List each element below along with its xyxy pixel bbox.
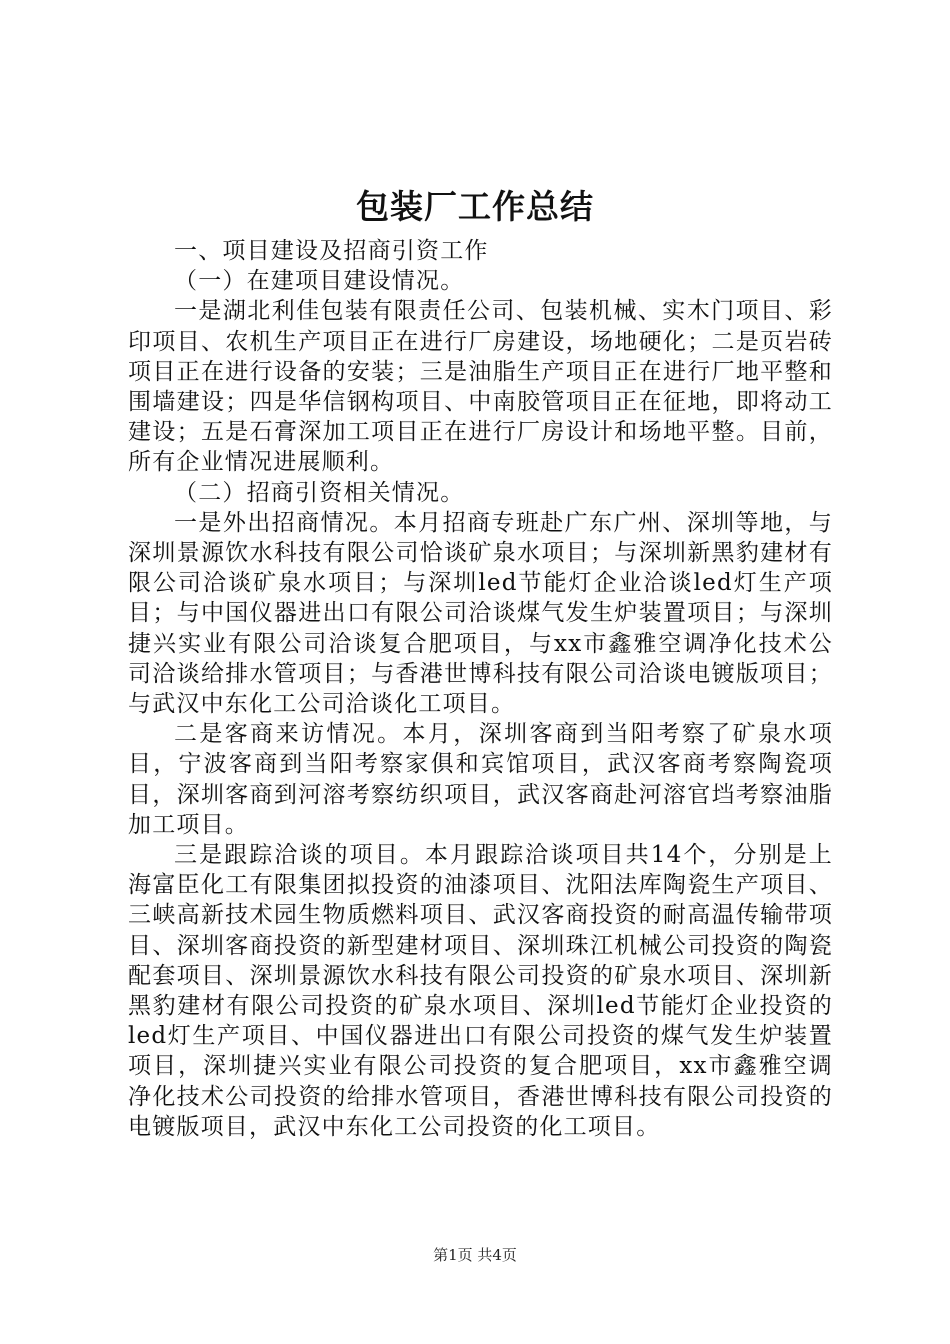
document-title: 包装厂工作总结: [356, 187, 594, 226]
paragraph-external-investment: 一是外出招商情况。本月招商专班赴广东广州、深圳等地，与深圳景源饮水科技有限公司恰谈矿泉水项目；与深圳新黑豹建材有限公司洽谈矿泉水项目；与深圳led节能灯企业洽谈led灯生产项目；与中国仪器进出口有限公司洽谈煤气发生炉装置项目；与深圳捷兴实业有限公司洽谈复合肥项目，与xx市鑫雅空调净化技术公司洽谈给排水管项目；与香港世博科技有限公司洽谈电镀版项目；与武汉中东化工公司洽谈化工项目。: [128, 509, 833, 718]
paragraph-projects-status: 一是湖北利佳包装有限责任公司、包装机械、实木门项目、彩印项目、农机生产项目正在进行厂房建设，场地硬化；二是页岩砖项目正在进行设备的安装；三是油脂生产项目正在进行厂地平整和围墙建设；四是华信钢构项目、中南胶管项目正在征地，即将动工建设；五是石膏深加工项目正在进行厂房设计和场地平整。目前，所有企业情况进展顺利。: [128, 298, 833, 476]
subsection-heading-investment: （二）招商引资相关情况。: [174, 479, 465, 506]
subsection-heading-projects: （一）在建项目建设情况。: [174, 268, 465, 295]
page-footer: 第1页 共4页: [433, 1246, 517, 1264]
document-body: [128, 236, 833, 1142]
paragraph-followup-projects: 三是跟踪洽谈的项目。本月跟踪洽谈项目共14个，分别是上海富臣化工有限集团拟投资的油漆项目、沈阳法库陶瓷生产项目、三峡高新技术园生物质燃料项目、武汉客商投资的耐高温传输带项目、深圳客商投资的新型建材项目、深圳珠江机械公司投资的陶瓷配套项目、深圳景源饮水科技有限公司投资的矿泉水项目、深圳新黑豹建材有限公司投资的矿泉水项目、深圳led节能灯企业投资的led灯生产项目、中国仪器进出口有限公司投资的煤气发生炉装置项目，深圳捷兴实业有限公司投资的复合肥项目，xx市鑫雅空调净化技术公司投资的给排水管项目，香港世博科技有限公司投资的电镀版项目，武汉中东化工公司投资的化工项目。: [128, 842, 833, 1140]
paragraph-visits: 二是客商来访情况。本月，深圳客商到当阳考察了矿泉水项目，宁波客商到当阳考察家俱和宾馆项目，武汉客商考察陶瓷项目，深圳客商到河溶考察纺织项目，武汉客商赴河溶官垱考察油脂加工项目。: [128, 721, 833, 838]
section-heading: 一、项目建设及招商引资工作: [174, 238, 489, 264]
